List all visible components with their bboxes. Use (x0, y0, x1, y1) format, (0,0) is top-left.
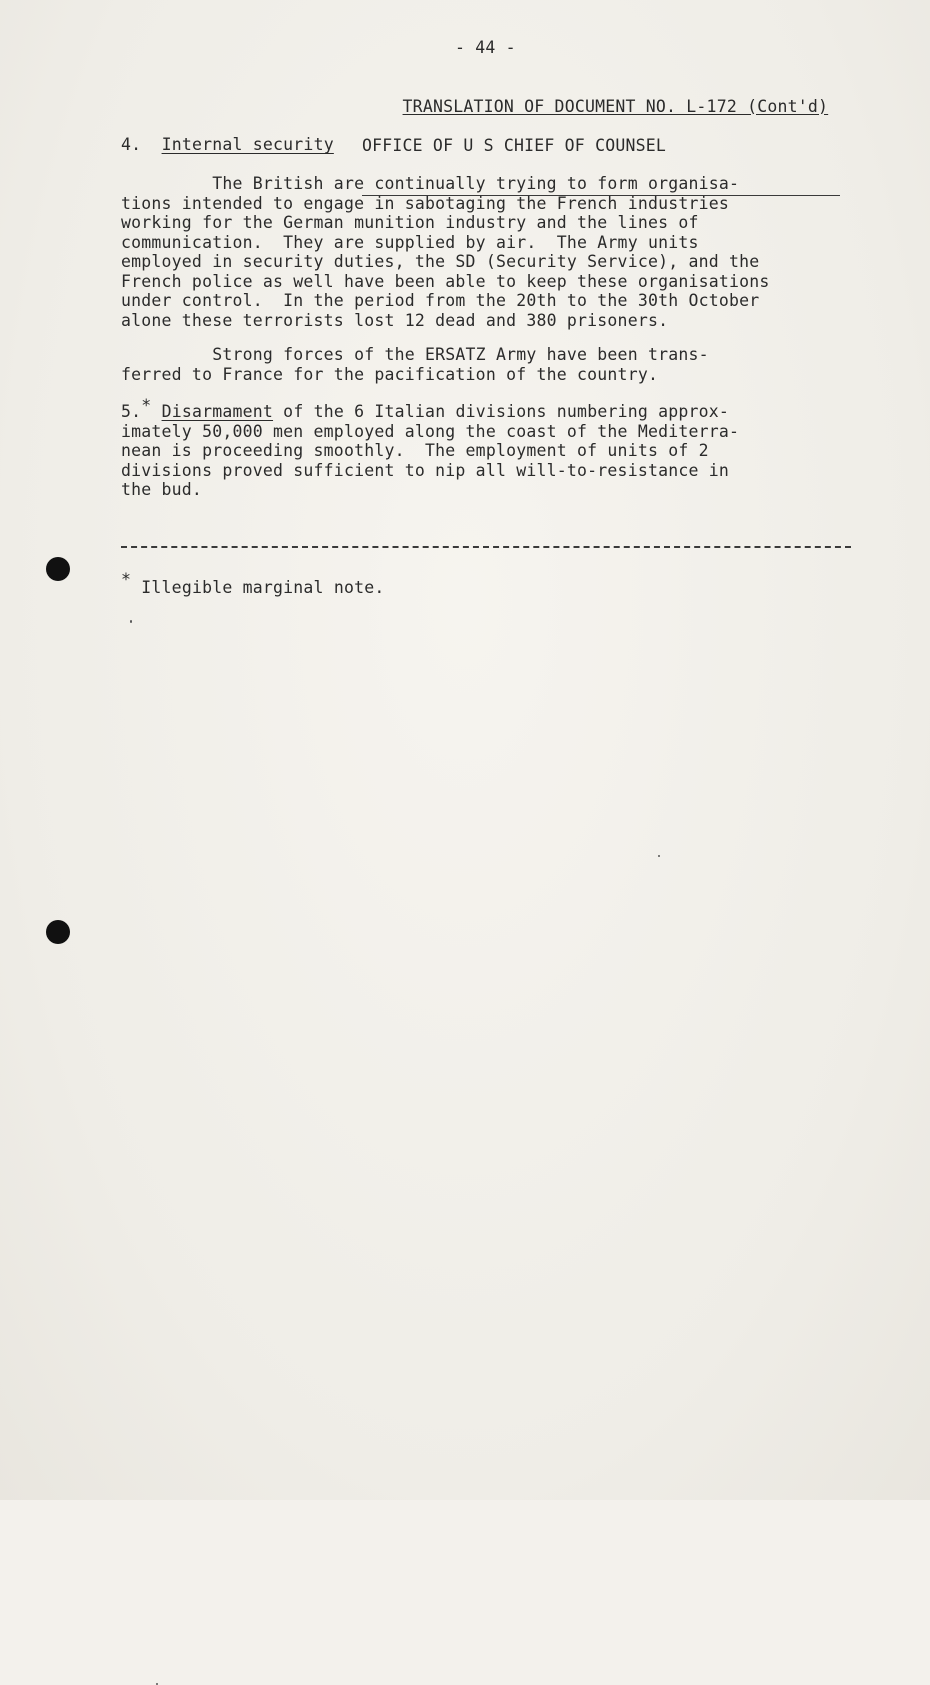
footnote-reference: * (141, 396, 152, 415)
footnote-divider (121, 546, 851, 548)
section-number: 5. (121, 402, 142, 421)
section-5-first-line-rest: of the 6 Italian divisions numbering approx- (273, 402, 730, 421)
section-number: 4. (121, 135, 142, 154)
section-title: Internal security (161, 135, 334, 154)
footnote-text: Illegible marginal note. (141, 578, 385, 597)
footnote (121, 570, 385, 598)
header-title: TRANSLATION OF DOCUMENT NO. L-172 (Cont'd) (402, 96, 829, 116)
keyword-disarmament: Disarmament (161, 402, 274, 421)
punch-hole-lower (46, 920, 70, 944)
paragraph-british-organisations: The British are continually trying to form organisa- tions intended to engage in sabotaging the French industries working for the German munition industry and the lines of communication. They are supplied by air. The Army units employed in security duties, the SD (Security Service), and the French police as well have been able to keep these organisations under control. In the period from the 20th to the 30th October alone these terrorists lost 12 dead and 380 prisoners. (121, 174, 770, 330)
footnote-marker: * (121, 570, 132, 589)
paper-speck (130, 620, 132, 623)
paragraph-ersatz-army: Strong forces of the ERSATZ Army have been trans- ferred to France for the pacification of the country. (121, 345, 709, 384)
section-5-continuation: imately 50,000 men employed along the coast of the Mediterra- nean is proceeding smoothly. The employment of units of 2 divisions proved sufficient to nip all will-to-resistance in the bud. (121, 421, 740, 499)
paper-speck (658, 855, 660, 857)
section-5-paragraph (121, 396, 740, 500)
header-office: OFFICE OF U S CHIEF OF COUNSEL (362, 135, 667, 155)
punch-hole-upper (46, 557, 70, 581)
section-4-heading (121, 135, 334, 155)
page-number: - 44 - (455, 38, 516, 57)
